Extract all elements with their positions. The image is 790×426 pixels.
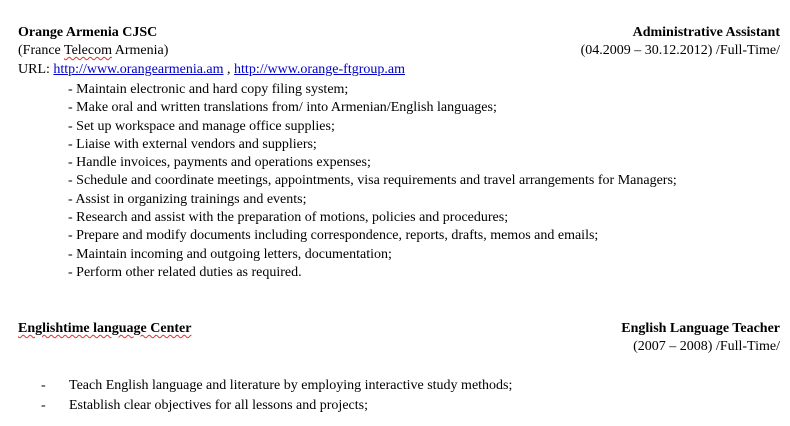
duty-item: - Maintain incoming and outgoing letters, documentation; bbox=[68, 246, 392, 262]
duty-item: - Set up workspace and manage office supplies; bbox=[68, 118, 335, 134]
teach-item-text: Establish clear objectives for all lessons and projects; bbox=[69, 398, 368, 413]
job1-url-label: URL: bbox=[18, 62, 54, 77]
job1-url-line bbox=[18, 61, 405, 79]
job2-period: (2007 – 2008) /Full-Time/ bbox=[633, 339, 780, 354]
duty-item: - Liaise with external vendors and suppliers; bbox=[68, 136, 317, 152]
duty-item: - Research and assist with the preparation of motions, policies and procedures; bbox=[68, 210, 509, 226]
duty-item: - Maintain electronic and hard copy filing system; bbox=[68, 82, 349, 97]
job1-duties-list bbox=[68, 81, 677, 282]
job2-title: English Language Teacher bbox=[621, 321, 780, 336]
job1-subcompany bbox=[18, 42, 168, 60]
duty-item: - Make oral and written translations from/ into Armenian/English languages; bbox=[68, 100, 497, 116]
job2-company-text: Englishtime language Center bbox=[18, 321, 192, 336]
teach-item bbox=[41, 376, 512, 396]
job2-company bbox=[18, 320, 191, 338]
job1-subcompany-suffix: Armenia) bbox=[112, 43, 169, 58]
job2-duties-list bbox=[41, 376, 512, 416]
url-link-orange-ftgroup[interactable]: http://www.orange-ftgroup.am bbox=[234, 62, 405, 77]
duty-item: - Assist in organizing trainings and events; bbox=[68, 191, 307, 207]
job1-url-separator: , bbox=[223, 62, 235, 77]
duty-item: - Perform other related duties as required. bbox=[68, 264, 302, 280]
duty-item: - Prepare and modify documents including correspondence, reports, drafts, memos and emails; bbox=[68, 228, 599, 244]
job1-period: (04.2009 – 30.12.2012) /Full-Time/ bbox=[580, 43, 780, 58]
bullet-dash: - bbox=[41, 378, 46, 393]
teach-item bbox=[41, 396, 512, 416]
url-link-orangearmenia[interactable]: http://www.orangearmenia.am bbox=[53, 62, 224, 77]
duty-item: - Handle invoices, payments and operations expenses; bbox=[68, 155, 371, 171]
duty-item: - Schedule and coordinate meetings, appointments, visa requirements and travel arrangements for Managers; bbox=[68, 173, 677, 189]
teach-item-text: Teach English language and literature by employing interactive study methods; bbox=[69, 378, 513, 393]
job1-company: Orange Armenia CJSC bbox=[18, 25, 158, 40]
job1-subcompany-prefix: (France bbox=[18, 43, 64, 58]
job1-title: Administrative Assistant bbox=[632, 25, 780, 40]
job1-subcompany-word: Telecom bbox=[64, 43, 112, 58]
bullet-dash: - bbox=[41, 398, 46, 413]
